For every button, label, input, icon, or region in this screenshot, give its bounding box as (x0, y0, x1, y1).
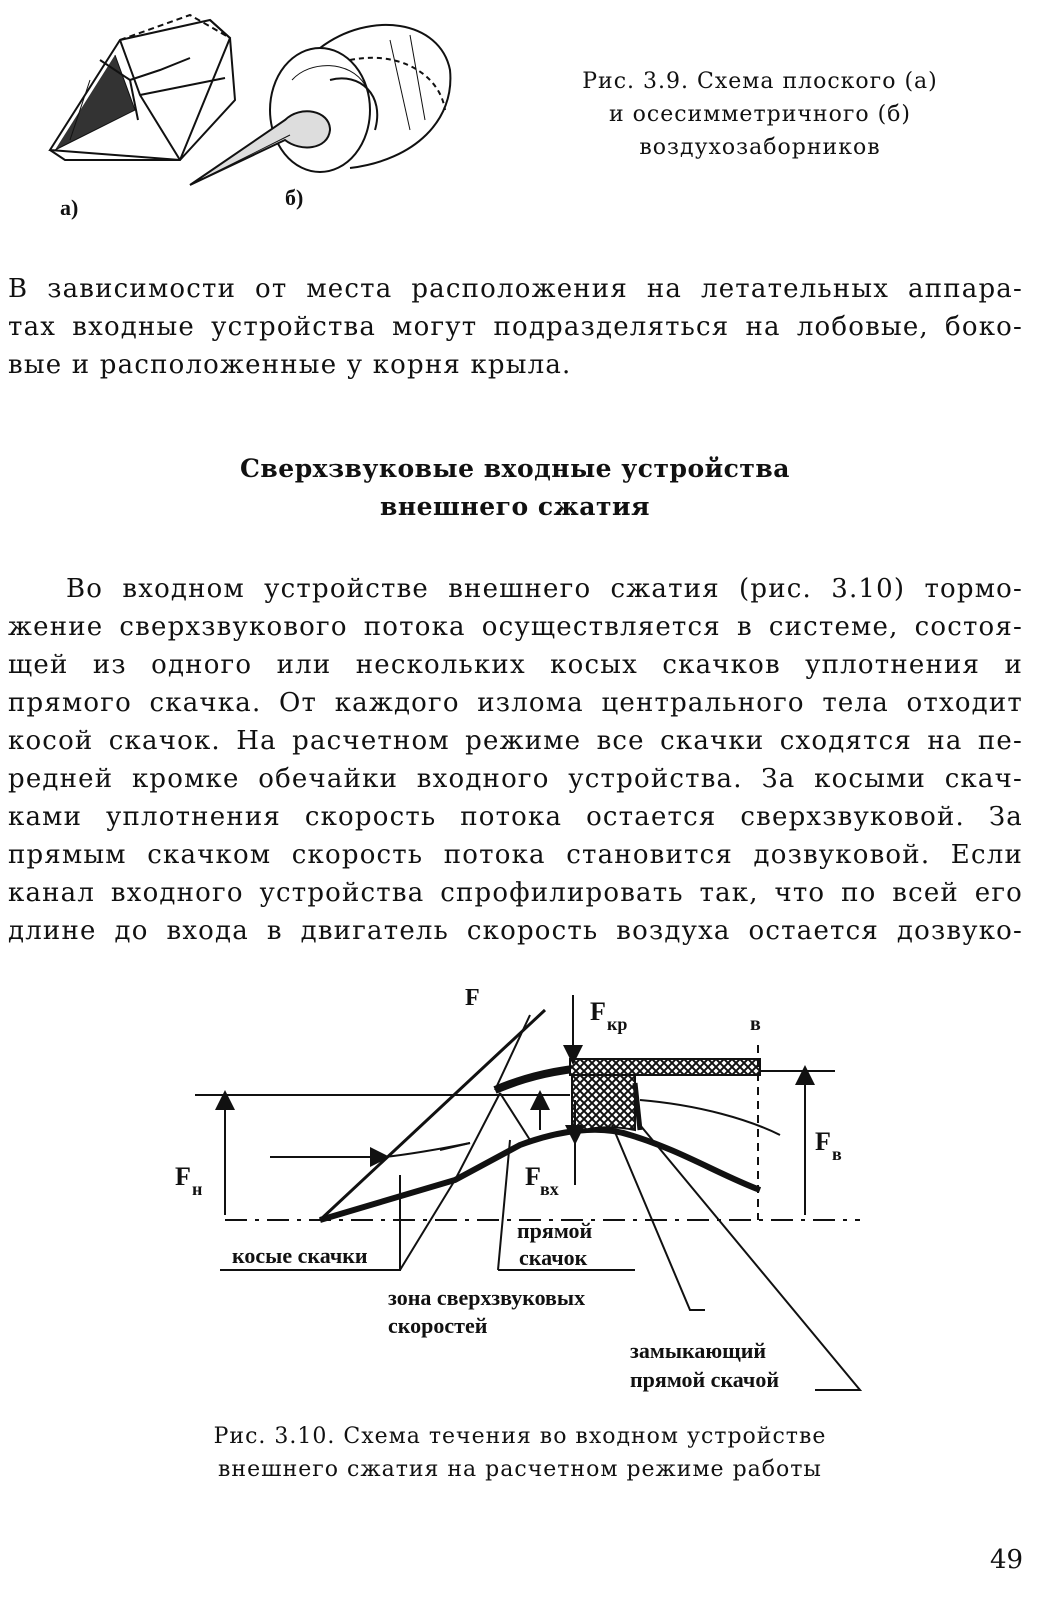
figure-3-9-label-a: а) (60, 195, 79, 220)
throat-zone (572, 1075, 635, 1133)
label-closing-shock-2: прямой скачой (630, 1367, 779, 1392)
figure-3-9-drawings (30, 0, 470, 225)
section-heading-line-1: Сверхзвуковые входные устройства (240, 454, 790, 483)
section-heading (150, 450, 880, 526)
label-fb-sub: в (832, 1144, 842, 1164)
label-fvx: F (525, 1162, 541, 1191)
label-b: в (750, 1013, 761, 1035)
label-fkr-sub: кр (607, 1014, 628, 1034)
figure-3-10-caption (130, 1420, 910, 1486)
paragraph-2-line-1: Во входном устройстве внешнего сжатия (рис. 3.10) тормо- (66, 574, 1023, 604)
label-closing-shock-1: замыкающий (630, 1338, 767, 1363)
leader-zone (612, 1125, 705, 1310)
label-fb: F (815, 1127, 831, 1156)
figure-3-9-label-b: б) (285, 185, 304, 210)
label-supersonic-zone-1: зона сверхзвуковых (388, 1285, 586, 1310)
paragraph-2-line-4: прямого скачка. От каждого излома центрального тела отходит (8, 688, 1023, 718)
label-fn-sub: н (192, 1179, 203, 1199)
axisymmetric-intake-drawing (190, 25, 450, 185)
figure-3-9-caption-line-2: и осесимметричного (б) (608, 102, 912, 127)
paragraph-1-line-1: В зависимости от места расположения на летательных аппара- (8, 274, 1023, 304)
figure-3-10-caption-line-1: Рис. 3.10. Схема течения во входном устройстве (213, 1424, 827, 1449)
label-supersonic-zone-2: скоростей (388, 1313, 488, 1338)
paragraph-2-line-9: канал входного устройства спрофилировать так, что по всей его (8, 878, 1023, 908)
paragraph-1-line-2: тах входные устройства могут подразделяться на лобовые, боко- (8, 312, 1023, 342)
paragraph-2-line-5: косой скачок. На расчетном режиме все скачки сходятся на пе- (8, 726, 1023, 756)
label-fvx-sub: вх (540, 1179, 559, 1199)
label-oblique-shocks: косые скачки (232, 1243, 368, 1268)
figure-3-9-caption (520, 65, 1000, 164)
paragraph-1-line-3: вые и расположенные у корня крыла. (8, 350, 572, 380)
figure-3-9-caption-line-3: воздухозаборников (639, 135, 881, 160)
label-f: F (465, 985, 480, 1011)
paragraph-2-line-2: жение сверхзвукового потока осуществляется в системе, состоя- (8, 612, 1023, 642)
figure-3-10-caption-line-2: внешнего сжатия на расчетном режиме работы (218, 1457, 822, 1482)
label-normal-shock-1: прямой (517, 1218, 593, 1243)
paragraph-2-line-8: прямым скачком скорость потока становится дозвуковой. Если (8, 840, 1023, 870)
paragraph-1 (8, 270, 1023, 384)
figure-3-9-caption-line-1: Рис. 3.9. Схема плоского (а) (582, 69, 938, 94)
oblique-shock-3 (500, 1093, 530, 1140)
label-fn: F (175, 1162, 191, 1191)
paragraph-2-line-7: ками уплотнения скорость потока остается сверхзвуковой. За (8, 802, 1023, 832)
paragraph-2 (8, 570, 1023, 950)
paragraph-2-line-10: длине до входа в двигатель скорость воздуха остается дозвуко- (8, 916, 1023, 946)
flat-intake-drawing (50, 15, 235, 160)
label-fkr: F (590, 997, 606, 1026)
label-normal-shock-2: скачок (519, 1245, 588, 1270)
figure-3-10-diagram (0, 975, 1053, 1405)
section-heading-line-2: внешнего сжатия (379, 492, 650, 521)
page-number: 49 (990, 1545, 1024, 1575)
paragraph-2-line-3: щей из одного или нескольких косых скачков уплотнения и (8, 650, 1023, 680)
paragraph-2-line-6: редней кромке обечайки входного устройства. За косыми скач- (8, 764, 1023, 794)
